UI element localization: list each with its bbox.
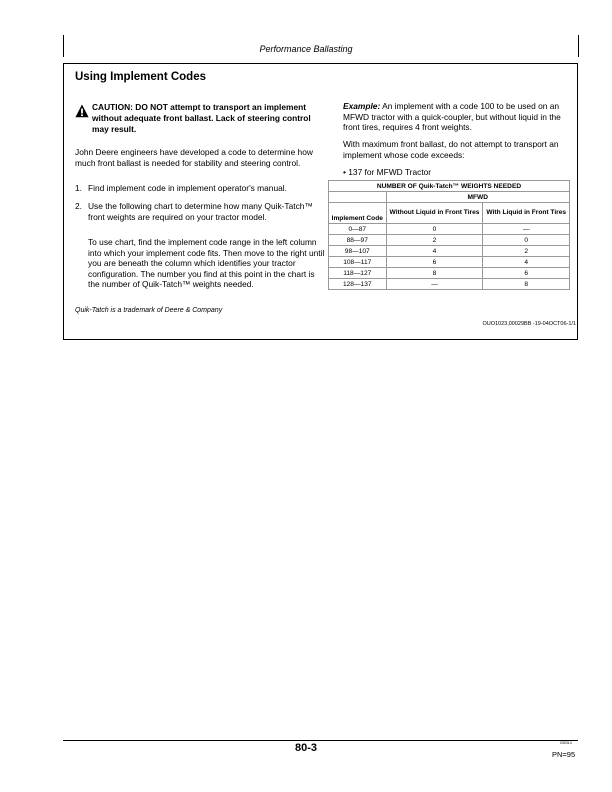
table-cell: 2 xyxy=(386,235,483,246)
caution-text: CAUTION: DO NOT attempt to transport an implement without adequate front ballast. Lack of steering control may result. xyxy=(92,102,311,134)
example-paragraph xyxy=(343,101,578,133)
trademark-footnote: Quik-Tatch is a trademark of Deere & Company xyxy=(75,307,223,314)
table-row xyxy=(329,279,570,290)
example-label: Example: xyxy=(343,101,381,111)
list-text: Use the following chart to determine how many Quik-Tatch™ front weights are required on your tractor model. xyxy=(88,201,313,222)
table-row xyxy=(329,268,570,279)
bullet-item: • 137 for MFWD Tractor xyxy=(343,167,432,177)
table-cell: 8 xyxy=(483,279,570,290)
table-row xyxy=(329,224,570,235)
table-cell: 6 xyxy=(386,257,483,268)
table-cell: 6 xyxy=(483,268,570,279)
running-header: Performance Ballasting xyxy=(259,44,353,54)
table-cell: 108—117 xyxy=(329,257,387,268)
table-title: NUMBER OF Quik-Tatch™ WEIGHTS NEEDED xyxy=(329,181,570,192)
table-cell: 128—137 xyxy=(329,279,387,290)
table-cell: 4 xyxy=(386,246,483,257)
table-group-header: MFWD xyxy=(386,192,569,203)
weights-table xyxy=(328,180,570,290)
column-header: Implement Code xyxy=(329,203,387,224)
table-cell: 0—87 xyxy=(329,224,387,235)
table-cell: 4 xyxy=(483,257,570,268)
list-number: 1. xyxy=(75,183,82,193)
table-cell: — xyxy=(483,224,570,235)
document-reference: OUO1023,00029BB -19-04OCT06-1/1 xyxy=(482,321,576,327)
table-cell: 98—107 xyxy=(329,246,387,257)
max-ballast-paragraph: With maximum front ballast, do not attempt to transport an implement whose code exceeds: xyxy=(343,139,559,160)
footer-code: 030314 xyxy=(560,741,572,745)
table-row xyxy=(329,246,570,257)
table-cell: — xyxy=(386,279,483,290)
column-header: Without Liquid in Front Tires xyxy=(386,203,483,224)
table-cell: 2 xyxy=(483,246,570,257)
table-cell: 88—97 xyxy=(329,235,387,246)
warning-triangle-icon xyxy=(75,104,89,118)
pn-label: PN=95 xyxy=(552,750,576,759)
table-row xyxy=(329,257,570,268)
section-title: Using Implement Codes xyxy=(75,71,206,83)
table-cell: 0 xyxy=(386,224,483,235)
example-text: An implement with a code 100 to be used on an MFWD tractor with a quick-coupler, but without liquid in the front tires, requires 4 front weights. xyxy=(343,101,561,132)
table-row xyxy=(329,235,570,246)
list-number: 2. xyxy=(75,201,82,211)
footer-rule xyxy=(63,740,578,741)
caution-block xyxy=(75,102,325,135)
step2-detail: To use chart, find the implement code range in the left column into which your implement code fits. Then move to the right until you are beneath the column which identifies your tractor configuration. The number you find at this point in the chart is the number of Quik-Tatch™ weights needed. xyxy=(88,237,325,289)
page-number: 80-3 xyxy=(294,742,318,754)
column-header: With Liquid in Front Tires xyxy=(483,203,570,224)
table-cell: 8 xyxy=(386,268,483,279)
intro-paragraph: John Deere engineers have developed a code to determine how much front ballast is needed for stability and steering control. xyxy=(75,147,313,168)
table-cell: 0 xyxy=(483,235,570,246)
table-cell: 118—127 xyxy=(329,268,387,279)
list-text: Find implement code in implement operator's manual. xyxy=(88,183,287,193)
